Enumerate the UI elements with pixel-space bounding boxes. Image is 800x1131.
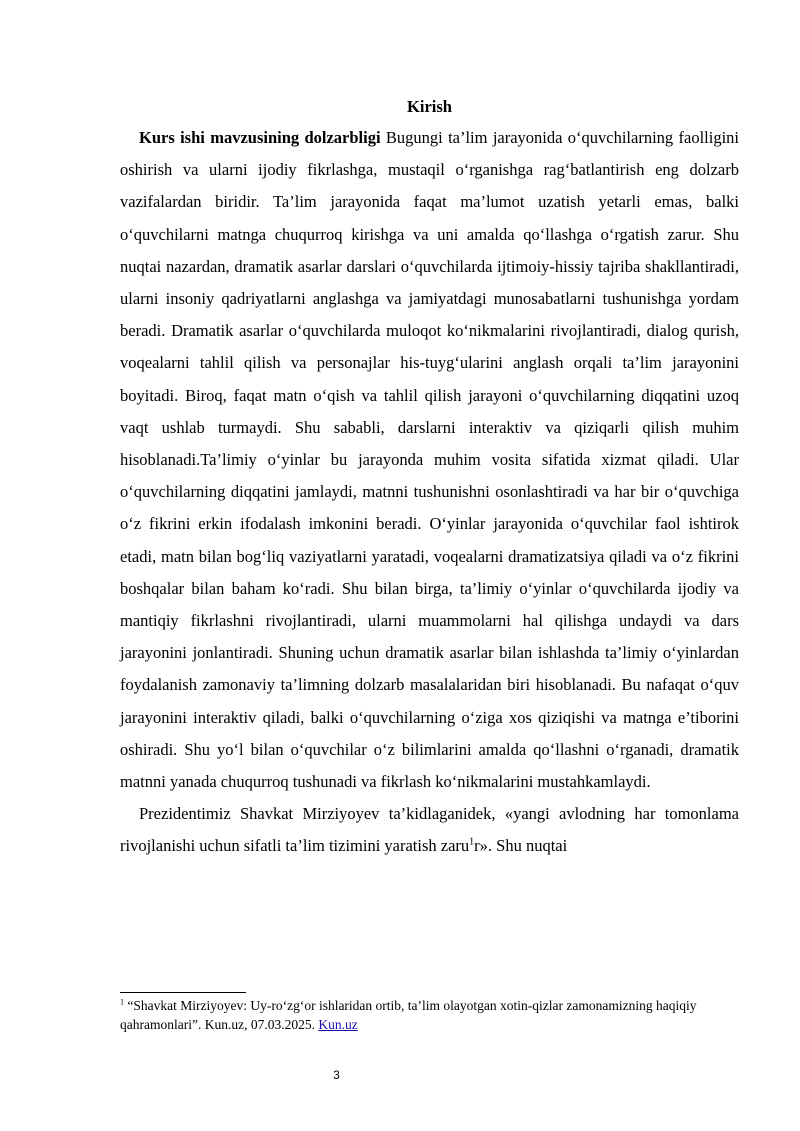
document-body <box>120 92 739 863</box>
president-quote-paragraph <box>120 798 739 862</box>
section-heading: Kirish <box>407 97 452 116</box>
quote-text-end: r». Shu nuqtai <box>474 836 568 856</box>
footnote-source-link[interactable]: Kun.uz <box>318 1016 358 1032</box>
page-number: 3 <box>333 1068 340 1082</box>
footnote-separator <box>120 992 246 993</box>
quote-text-start: Prezidentimiz Shavkat Mirziyoyev ta’kidlaganidek, «yangi avlodning har tomonlama rivojlanishi uchun sifatli ta’lim tizimini yaratish zaru <box>120 804 739 856</box>
paragraph-body-text: Bugungi ta’lim jarayonida o‘quvchilarning faolligini oshirish va ularni ijodiy fikrlashga, mustaqil o‘rganishga rag‘batlantirish eng dolzarb vazifalardan biridir. Ta’lim jarayonida faqat ma’lumot uzatish yetarli emas, balki o‘quvchilarni matnga chuqurroq kirishga va uni amalda qo‘llashga o‘rgatish zarur. Shu nuqtai nazardan, dramatik asarlar darslari o‘quvchilarda ijtimoiy-hissiy tajriba shakllantiradi, ularni insoniy qadriyatlarni anglashga va jamiyatdagi munosabatlarni tushunishga yordam beradi. Dramatik asarlar o‘quvchilarda muloqot ko‘nikmalarini rivojlantiradi, dialog qurish, voqealarni tahlil qilish va personajlar his-tuyg‘ularini anglash orqali ta’lim jarayonini boyitadi. Biroq, faqat matn o‘qish va tahlil qilish jarayoni o‘quvchilarning diqqatini uzoq vaqt ushlab turmaydi. Shu sababli, darslarni interaktiv va qiziqarli qilish muhim hisoblanadi.Ta’limiy o‘yinlar bu jarayonda muhim vosita sifatida xizmat qiladi. Ular o‘quvchilarning diqqatini jamlaydi, matnni tushunishni osonlashtiradi va har bir o‘quvchiga o‘z fikrini erkin ifodalash imkonini beradi. O‘yinlar jarayonida o‘quvchilar faol ishtirok etadi, matn bilan bog‘liq vaziyatlarni yaratadi, voqealarni dramatizatsiya qiladi va o‘z fikrini boshqalar bilan baham ko‘radi. Shu bilan birga, ta’limiy o‘yinlar o‘quvchilarda ijodiy va mantiqiy fikrlashni rivojlantiradi, ularni muammolarni hal qilishga undaydi va dars jarayonini jonlantiradi. Shuning uchun dramatik asarlar bilan ishlashda ta’limiy o‘yinlardan foydalanish zamonaviy ta’limning dolzarb masalalaridan biri hisoblanadi. Bu nafaqat o‘quv jarayonini interaktiv qiladi, balki o‘quvchilarning o‘ziga xos qiziqishi va matnga e’tiborini oshiradi. Shu yo‘l bilan o‘quvchilar o‘z bilimlarini amalda qo‘llashni o‘rganadi, dramatik matnni yanada chuqurroq tushunadi va fikrlash ko‘nikmalarini mustahkamlaydi. <box>120 128 739 792</box>
paragraph-lead-text: Kurs ishi mavzusining dolzarbligi <box>139 128 381 147</box>
footnote-mark: 1 <box>120 997 124 1007</box>
footnote-text: “Shavkat Mirziyoyev: Uy-ro‘zg‘or ishlaridan ortib, ta’lim olayotgan xotin-qizlar zamonamizning haqiqiy qahramonlari”. Kun.uz, 07.03.2025. <box>120 998 697 1032</box>
footnote <box>120 997 739 1034</box>
intro-paragraph <box>120 122 739 798</box>
footnote-reference[interactable]: 1 <box>469 836 475 848</box>
